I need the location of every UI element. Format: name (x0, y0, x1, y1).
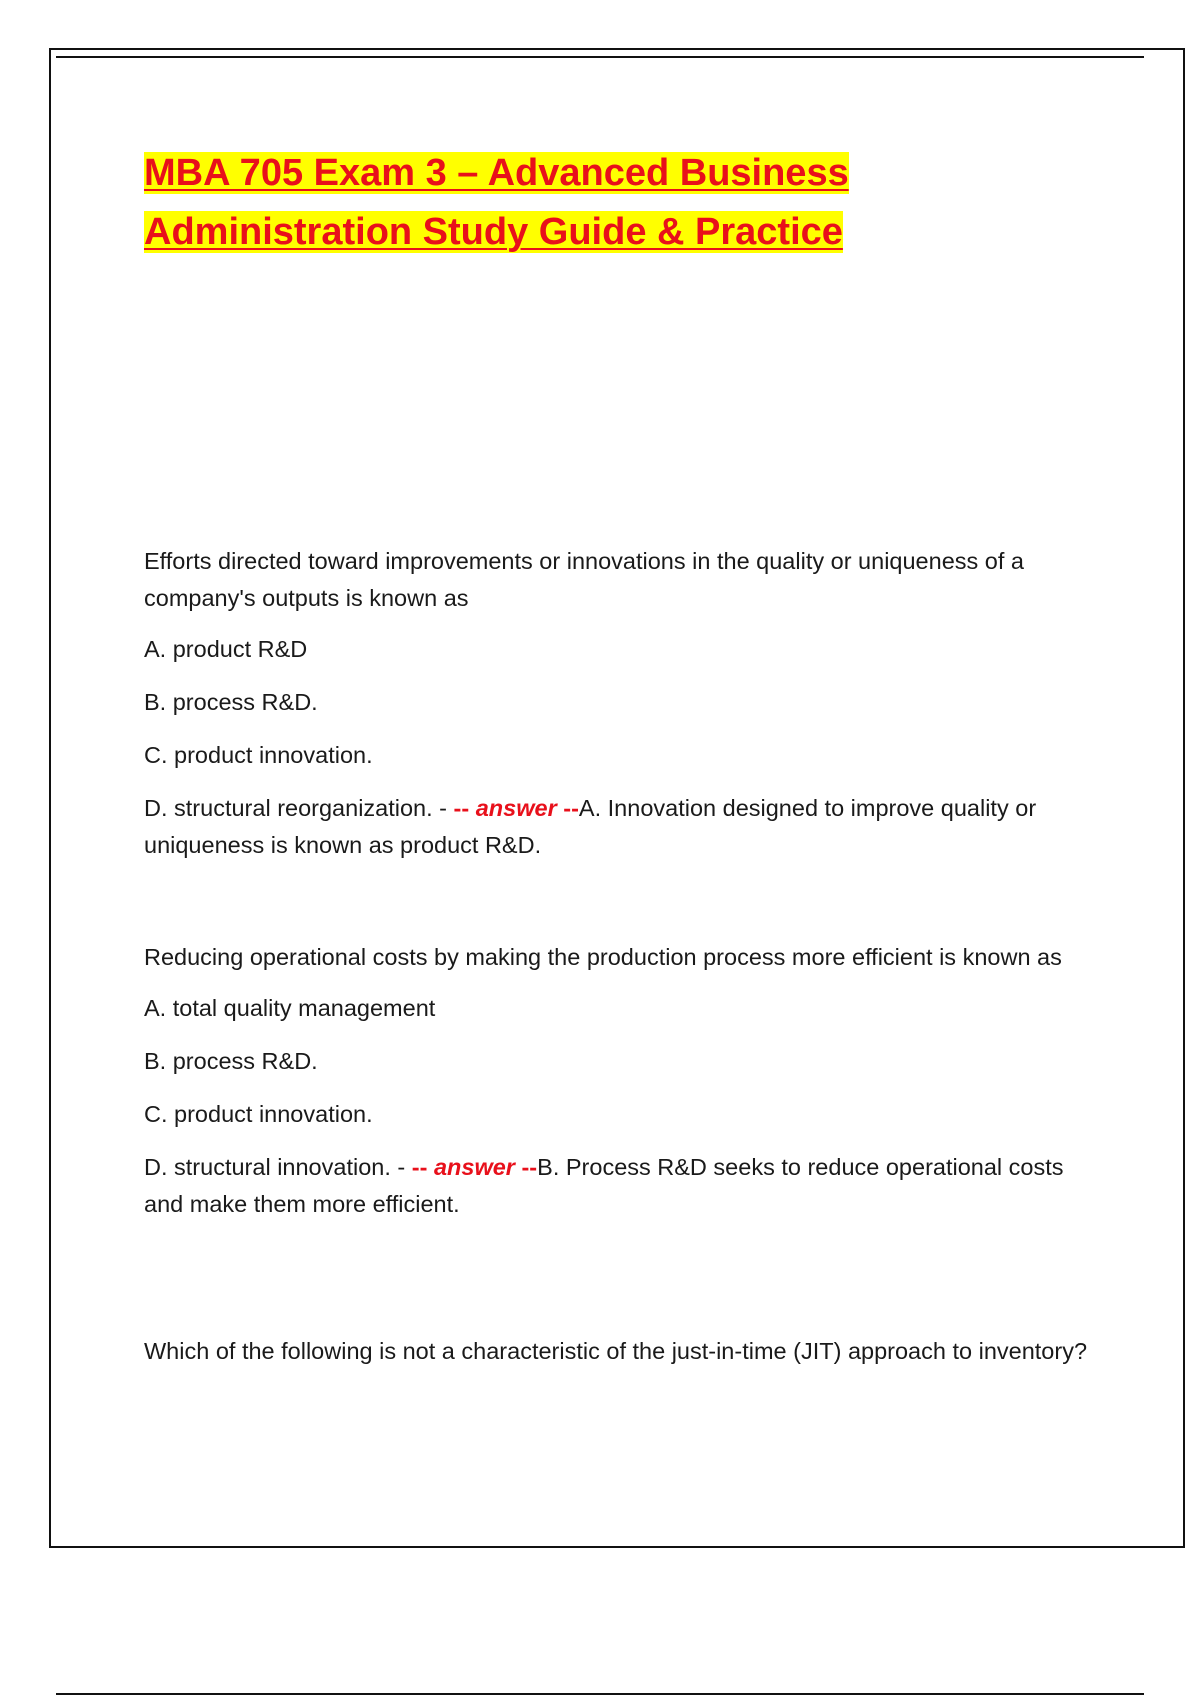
question-stem: Which of the following is not a characteristic of the just-in-time (JIT) approach to inventory? (144, 1338, 1088, 1364)
answer-text: A. Innovation designed to improve quality or uniqueness is known as product R&D. (144, 795, 1037, 858)
answer-label: answer (475, 795, 557, 821)
bottom-rule (56, 1693, 1144, 1695)
question-2 (144, 939, 1104, 1223)
answer-prefix: -- (411, 1154, 428, 1180)
question-stem: Reducing operational costs by making the production process more efficient is known as (144, 944, 1062, 970)
answer-label: answer (433, 1154, 515, 1180)
option-b: B. process R&D. (144, 1048, 318, 1074)
question-3 (144, 1333, 1104, 1384)
question-stem: Efforts directed toward improvements or innovations in the quality or uniqueness of a company's outputs is known as (144, 548, 1024, 611)
title-line-1: MBA 705 Exam 3 – Advanced Business (144, 152, 849, 194)
top-rule (56, 56, 1144, 58)
option-b: B. process R&D. (144, 689, 318, 715)
option-c: C. product innovation. (144, 1101, 373, 1127)
option-c: C. product innovation. (144, 742, 373, 768)
option-a: A. product R&D (144, 636, 308, 662)
answer-text: B. Process R&D seeks to reduce operational costs and make them more efficient. (144, 1154, 1064, 1217)
option-d-with-answer (144, 1149, 1104, 1223)
answer-suffix: -- (521, 1154, 538, 1180)
option-d: D. structural innovation. - (144, 1154, 406, 1180)
option-d: D. structural reorganization. - (144, 795, 448, 821)
document-title (144, 144, 864, 262)
answer-suffix: -- (563, 795, 579, 821)
option-a: A. total quality management (144, 995, 436, 1021)
question-1 (144, 543, 1104, 864)
option-d-with-answer (144, 790, 1104, 864)
title-line-2: Administration Study Guide & Practice (144, 211, 843, 253)
answer-prefix: -- (453, 795, 470, 821)
